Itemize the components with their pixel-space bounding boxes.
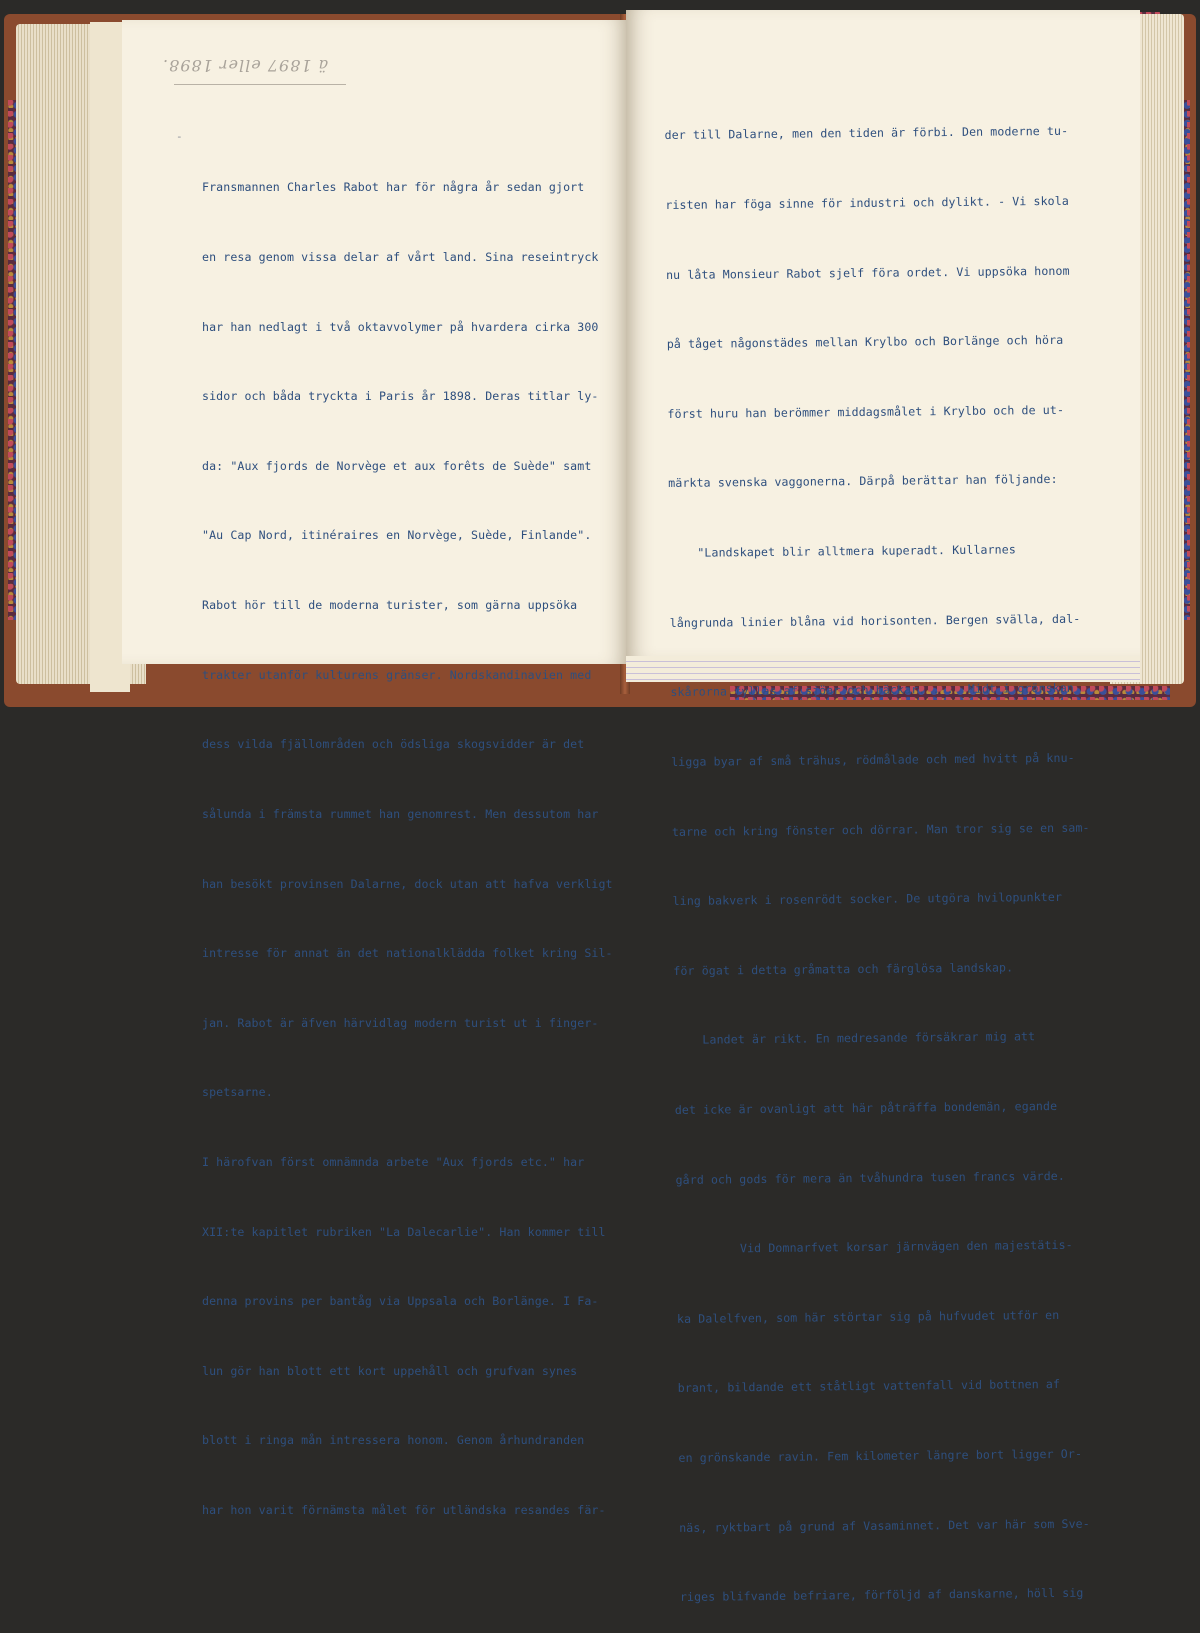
text-line: riges blifvande befriare, förföljd af danskarne, höll sig xyxy=(679,1585,1084,1605)
text-line: risten har föga sinne för industri och dylikt. - Vi skola xyxy=(665,193,1069,213)
text-line: jan. Rabot är äfven härvidlag modern turist ut i finger- xyxy=(202,1015,599,1030)
text-line: intresse för annat än det nationalklädda folket kring Sil- xyxy=(202,946,613,961)
left-page-text xyxy=(202,130,613,1545)
text-line: ligga byar af små trähus, rödmålade och med hvitt på knu- xyxy=(671,750,1075,769)
text-line: Vid Domnarfvet korsar järnvägen den majestätis- xyxy=(676,1237,1073,1257)
text-line: Landet är rikt. En medresande försäkrar mig att xyxy=(674,1029,1036,1048)
right-page-text xyxy=(664,74,1098,1633)
text-line: näs, ryktbart på grund af Vasaminnet. Det var här som Sve- xyxy=(679,1516,1090,1535)
text-line: skårorna fyllas af sjöar och bäckar. . . Midt i grönskan xyxy=(670,681,1075,700)
text-line: en resa genom vissa delar af vårt land. Sina reseintryck xyxy=(202,250,599,265)
text-line: han besökt provinsen Dalarne, dock utan att hafva verkligt xyxy=(202,876,613,891)
text-line: "Landskapet blir alltmera kuperadt. Kullarnes xyxy=(668,542,1016,561)
margin-dash: - xyxy=(176,130,183,143)
text-line: en grönskande ravin. Fem kilometer längre bort ligger Or- xyxy=(678,1446,1083,1465)
text-line: der till Dalarne, men den tiden är förbi. Den moderne tu- xyxy=(664,124,1069,143)
text-line: sidor och båda tryckta i Paris år 1898. Deras titlar ly- xyxy=(202,389,599,404)
text-line: Fransmannen Charles Rabot har för några år sedan gjort xyxy=(202,180,585,195)
text-line: långrunda linier blåna vid horisonten. Bergen svälla, dal- xyxy=(669,611,1081,630)
text-line: har hon varit förnämsta målet för utländska resandes fär- xyxy=(202,1502,606,1517)
text-line: lun gör han blott ett kort uppehåll och grufvan synes xyxy=(202,1363,578,1378)
text-line: brant, bildande ett ståtligt vattenfall vid bottnen af xyxy=(677,1377,1061,1396)
text-line: denna provins per bantåg via Uppsala och Borlänge. I Fa- xyxy=(202,1294,599,1309)
text-line: det icke är ovanligt att här påträffa bondemän, egande xyxy=(674,1098,1058,1117)
text-line: Rabot hör till de moderna turister, som gärna uppsöka xyxy=(202,598,578,613)
text-line: på tåget någonstädes mellan Krylbo och Borlänge och höra xyxy=(666,333,1064,352)
text-line: först huru han berömmer middagsmålet i Krylbo och de ut- xyxy=(667,402,1065,421)
text-line: blott i ringa mån intressera honom. Genom århundranden xyxy=(202,1433,585,1448)
pencil-annotation: ä 1897 eller 1898. xyxy=(162,56,329,75)
text-line: dess vilda fjällområden och ödsliga skogsvidder är det xyxy=(202,737,585,752)
text-line: sålunda i främsta rummet han genomrest. Men dessutom har xyxy=(202,806,599,821)
text-line: "Au Cap Nord, itinéraires en Norvège, Suède, Finlande". xyxy=(202,528,592,543)
text-line: nu låta Monsieur Rabot sjelf föra ordet. Vi uppsöka honom xyxy=(665,263,1070,282)
text-line: spetsarne. xyxy=(202,1085,273,1100)
text-line: I härofvan först omnämnda arbete "Aux fjords etc." har xyxy=(202,1154,585,1169)
text-line: tarne och kring fönster och dörrar. Man tror sig se en sam- xyxy=(671,820,1090,839)
text-line: märkta svenska vaggonerna. Därpå berättar han följande: xyxy=(668,472,1058,491)
pencil-underline xyxy=(174,84,346,85)
text-line: gård och gods för mera än tvåhundra tusen francs värde. xyxy=(675,1168,1065,1187)
text-line: trakter utanför kulturens gränser. Nordskandinavien med xyxy=(202,667,592,682)
text-line: da: "Aux fjords de Norvège et aux forêts de Suède" samt xyxy=(202,458,592,473)
text-line: XII:te kapitlet rubriken "La Dalecarlie". Han kommer till xyxy=(202,1224,606,1239)
text-line: för ögat i detta gråmatta och färglösa landskap. xyxy=(673,960,1014,978)
text-line: har han nedlagt i två oktavvolymer på hvardera cirka 300 xyxy=(202,319,599,334)
text-line: ka Dalelfven, som här störtar sig på hufvudet utför en xyxy=(676,1307,1060,1326)
text-line: ling bakverk i rosenrödt socker. De utgöra hvilopunkter xyxy=(672,889,1063,909)
